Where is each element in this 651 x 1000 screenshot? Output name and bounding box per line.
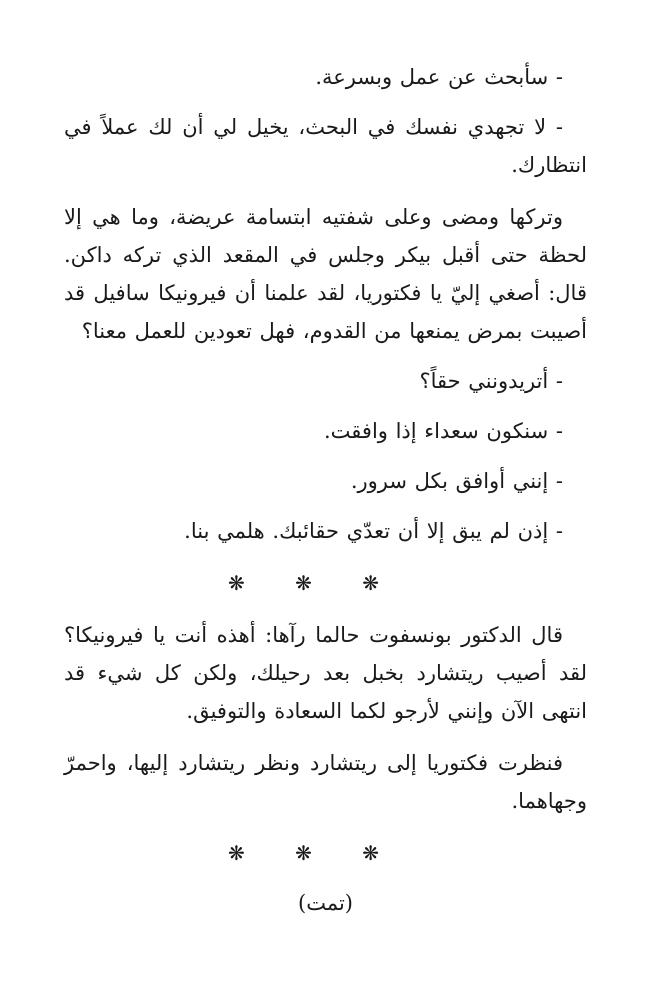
text-page <box>64 58 587 922</box>
narrative-paragraph-3: فنظرت فكتوريا إلى ريتشارد ونظر ريتشارد إليها، واحمرّ وجهاهما. <box>64 751 587 813</box>
narrative-paragraph-1: وتركها ومضى وعلى شفتيه ابتسامة عريضة، وما هي إلا لحظة حتى أقبل بيكر وجلس في المقعد الذي تركه داكن. قال: أصغي إليّ يا فكتوريا، لقد علمنا أن فيرونيكا سافيل قد أصيبت بمرض يمنعها من القدوم، فهل تعودين للعمل معنا؟ <box>64 205 587 343</box>
dialogue-line-5: - إنني أوافق بكل سرور. <box>350 469 563 493</box>
dialogue-line-4: - سنكون سعداء إذا وافقت. <box>323 419 563 443</box>
section-separator-2: ❋ ❋ ❋ <box>228 841 401 865</box>
dialogue-line-2: - لا تجهدي نفسك في البحث، يخيل لي أن لك عملاً في انتظارك. <box>64 115 587 177</box>
dialogue-line-6: - إذن لم يبق إلا أن تعدّي حقائبك. هلمي بنا. <box>184 519 563 543</box>
section-separator-1: ❋ ❋ ❋ <box>228 571 401 595</box>
dialogue-line-1: - سأبحث عن عمل وبسرعة. <box>315 65 563 89</box>
narrative-paragraph-2: قال الدكتور بونسفوت حالما رآها: أهذه أنت يا فيرونيكا؟ لقد أصيب ريتشارد بخبل بعد رحيلك، ولكن كل شيء قد انتهى الآن وإنني لأرجو لكما السعادة والتوفيق. <box>64 623 587 723</box>
ending-mark: (تمت) <box>298 891 353 915</box>
dialogue-line-3: - أتريدونني حقاً؟ <box>419 369 563 393</box>
